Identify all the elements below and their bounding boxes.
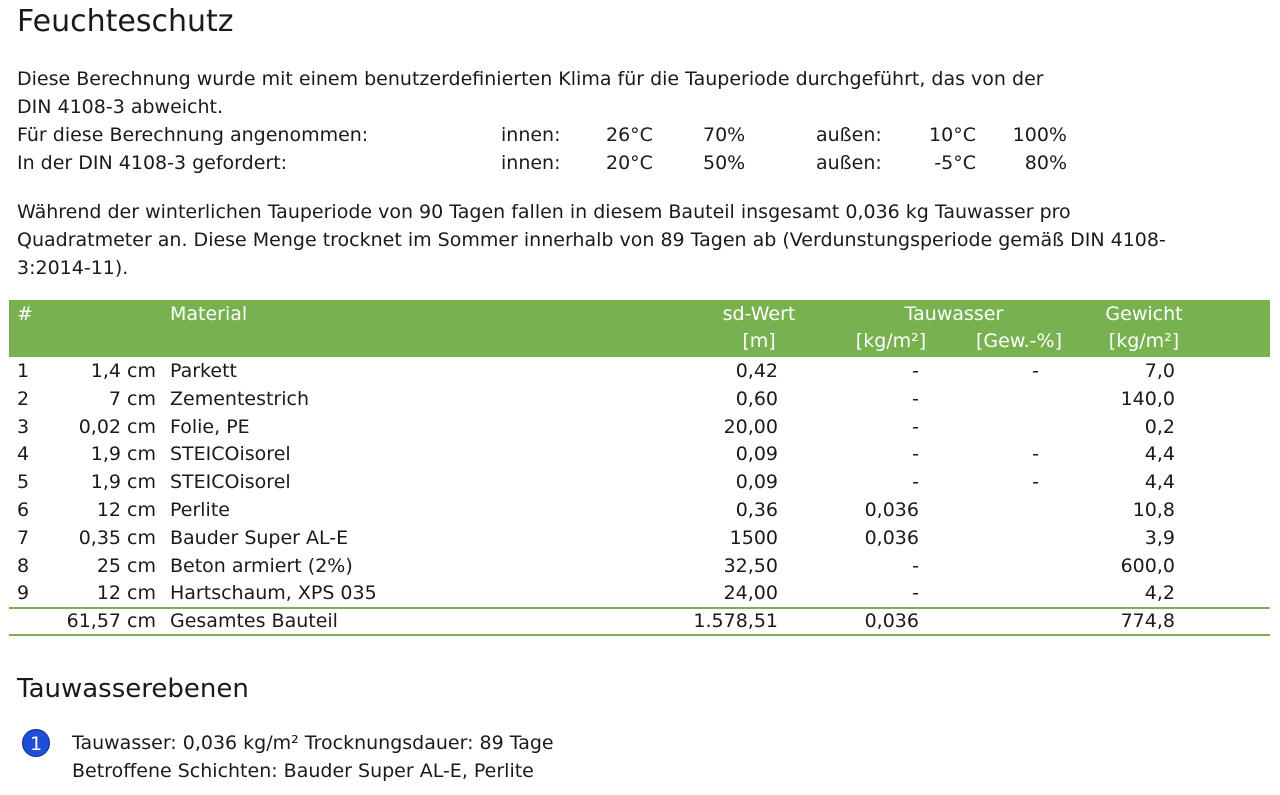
table-row [9, 413, 1270, 441]
summary-paragraph: Während der winterlichen Tauperiode von 90 Tagen fallen in diesem Bauteil insgesamt 0,036 kg Tauwasser pro Quadratmeter an. Diese Menge trocknet im Sommer innerhalb von 89 Tagen ab (Verdunstungsperiode gemäß DIN 4108-3:2014-11). [17, 201, 1166, 279]
header-gewicht-unit: [kg/m²] [1108, 330, 1180, 352]
cell-material: STEICOisorel [170, 443, 291, 466]
cell-material: Beton armiert (2%) [170, 554, 353, 577]
cell-tw-kg: 0,036 [864, 499, 919, 521]
climate-aussen-rh: 100% [1012, 124, 1067, 146]
cell-tw-kg: - [912, 471, 919, 494]
climate-aussen-temp: -5°C [934, 152, 976, 174]
cell-weight: 4,2 [1144, 582, 1175, 605]
cell-thickness: 12 cm [96, 499, 156, 521]
cell-num: 4 [17, 443, 30, 466]
intro-line-2: DIN 4108-3 abweicht. [17, 96, 224, 118]
cell-thickness: 1,4 cm [90, 360, 156, 382]
climate-innen-label: innen: [501, 152, 561, 174]
cell-thickness: 0,02 cm [78, 415, 156, 438]
table-total-row [9, 607, 1270, 636]
cell-thickness: 12 cm [96, 582, 156, 605]
header-num: # [17, 303, 33, 325]
table-row [9, 524, 1270, 552]
total-tw-kg: 0,036 [864, 610, 919, 632]
cell-tw-kg: - [912, 387, 919, 410]
cell-material: Parkett [170, 360, 237, 382]
climate-innen-label: innen: [501, 124, 561, 146]
cell-sd: 1500 [729, 526, 778, 549]
cell-weight: 3,9 [1144, 526, 1175, 549]
climate-label: Für diese Berechnung angenommen: [17, 124, 369, 146]
header-gewicht: Gewicht [1105, 303, 1183, 325]
cell-thickness: 7 cm [108, 387, 156, 410]
header-material: Material [170, 303, 248, 325]
header-sd-unit: [m] [742, 330, 776, 352]
table-row [9, 579, 1270, 607]
cell-sd: 0,42 [735, 360, 778, 382]
cell-material: Perlite [170, 499, 230, 521]
climate-innen-rh: 70% [703, 124, 746, 146]
climate-aussen-label: außen: [816, 124, 882, 146]
cell-material: Folie, PE [170, 415, 250, 438]
cell-weight: 0,2 [1144, 415, 1175, 438]
cell-thickness: 1,9 cm [90, 443, 156, 466]
total-material: Gesamtes Bauteil [170, 610, 338, 632]
table-row [9, 468, 1270, 496]
intro-line-1: Diese Berechnung wurde mit einem benutzerdefinierten Klima für die Tauperiode durchgeführt, das von der [17, 68, 1044, 90]
table-row [9, 552, 1270, 580]
header-tw-gew-unit: [Gew.-%] [976, 330, 1062, 352]
climate-label: In der DIN 4108-3 gefordert: [17, 152, 288, 174]
cell-num: 7 [17, 526, 30, 549]
cell-num: 3 [17, 415, 30, 438]
plane-number-badge: 1 [22, 729, 50, 757]
cell-num: 9 [17, 582, 30, 605]
cell-material: Zementestrich [170, 387, 310, 410]
table-row [9, 440, 1270, 468]
cell-tw-gew: - [1032, 471, 1039, 494]
cell-tw-gew: - [1032, 443, 1039, 466]
cell-material: Hartschaum, XPS 035 [170, 582, 377, 605]
climate-aussen-rh: 80% [1024, 152, 1067, 174]
cell-tw-kg: - [912, 360, 919, 382]
cell-weight: 600,0 [1120, 554, 1175, 577]
climate-aussen-label: außen: [816, 152, 882, 174]
climate-innen-temp: 26°C [606, 124, 653, 146]
header-sd: sd-Wert [722, 303, 796, 325]
cell-num: 8 [17, 554, 30, 577]
cell-tw-kg: - [912, 582, 919, 605]
total-thickness: 61,57 cm [66, 610, 156, 632]
cell-sd: 0,09 [735, 443, 778, 466]
cell-sd: 20,00 [723, 415, 778, 438]
climate-aussen-temp: 10°C [929, 124, 976, 146]
cell-weight: 7,0 [1144, 360, 1175, 382]
climate-innen-rh: 50% [703, 152, 746, 174]
table-row [9, 357, 1270, 385]
section-heading-tauwasserebenen: Tauwasserebenen [17, 674, 249, 704]
cell-material: Bauder Super AL-E [170, 526, 349, 549]
cell-weight: 4,4 [1144, 471, 1175, 494]
cell-thickness: 1,9 cm [90, 471, 156, 494]
total-weight: 774,8 [1120, 610, 1175, 632]
cell-num: 6 [17, 499, 30, 521]
climate-innen-temp: 20°C [606, 152, 653, 174]
cell-material: STEICOisorel [170, 471, 291, 494]
cell-weight: 4,4 [1144, 443, 1175, 466]
cell-tw-gew: - [1032, 360, 1039, 382]
total-sd: 1.578,51 [693, 610, 778, 632]
table-header [9, 300, 1270, 357]
header-tauwasser: Tauwasser [904, 303, 1004, 325]
cell-num: 5 [17, 471, 30, 494]
cell-sd: 0,36 [735, 499, 778, 521]
cell-tw-kg: - [912, 443, 919, 466]
plane-tauwasser-text: Tauwasser: 0,036 kg/m² Trocknungsdauer: 89 Tage [72, 732, 554, 754]
cell-sd: 0,60 [735, 387, 778, 410]
cell-tw-kg: 0,036 [864, 526, 919, 549]
cell-weight: 140,0 [1120, 387, 1175, 410]
cell-sd: 32,50 [723, 554, 778, 577]
table-row [9, 385, 1270, 413]
table-row [9, 496, 1270, 524]
cell-thickness: 25 cm [96, 554, 156, 577]
cell-tw-kg: - [912, 554, 919, 577]
cell-num: 1 [17, 360, 30, 382]
cell-sd: 24,00 [723, 582, 778, 605]
cell-num: 2 [17, 387, 30, 410]
cell-thickness: 0,35 cm [78, 526, 156, 549]
plane-layers-text: Betroffene Schichten: Bauder Super AL-E, Perlite [72, 760, 534, 782]
header-tw-kg-unit: [kg/m²] [855, 330, 927, 352]
cell-weight: 10,8 [1132, 499, 1175, 521]
cell-tw-kg: - [912, 415, 919, 438]
page-title: Feuchteschutz [17, 4, 234, 39]
cell-sd: 0,09 [735, 471, 778, 494]
